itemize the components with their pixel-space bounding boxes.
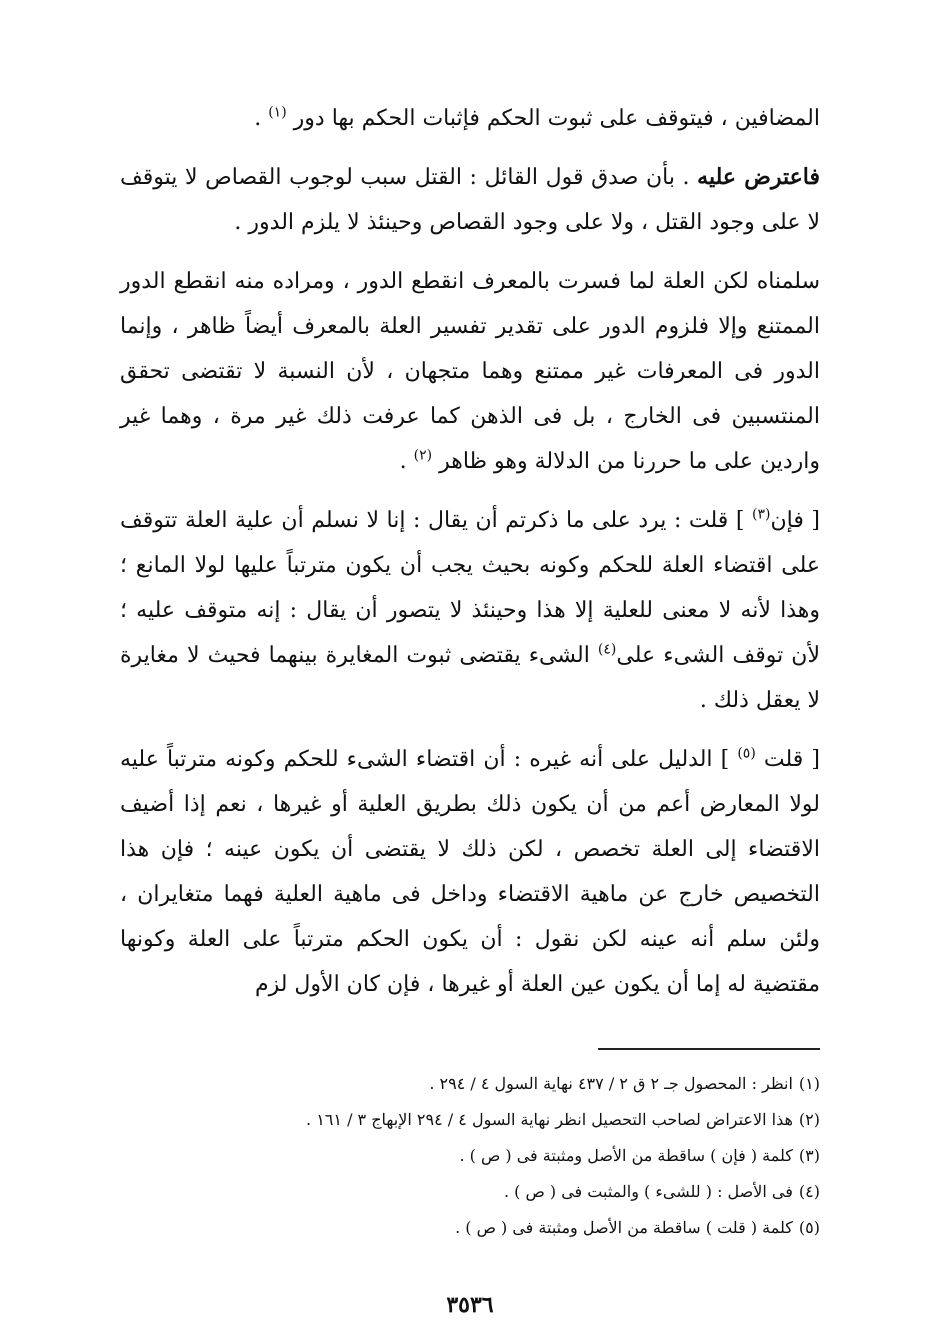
footnote-text: انظر : المحصول جـ ٢ ق ٢ / ٤٣٧ نهاية السول ٤ / ٢٩٤ . <box>429 1074 793 1093</box>
paragraph-text: . بأن صدق قول القائل : القتل سبب لوجوب القصاص لا يتوقف لا على وجود القتل ، ولا على وجود القصاص وحينئذ لا يلزم الدور . <box>120 165 820 235</box>
footnote-divider <box>598 1048 820 1050</box>
footnote-number: (٥) <box>798 1218 820 1237</box>
footnote-text: كلمة ( قلت ) ساقطة من الأصل ومثبتة فى ( ص ) . <box>455 1218 793 1237</box>
footnote-text: كلمة ( فإن ) ساقطة من الأصل ومثبتة فى ( ص ) . <box>459 1146 793 1165</box>
footnote-ref[interactable]: (٣) <box>752 506 771 523</box>
footnote-ref[interactable]: (١) <box>268 104 287 121</box>
footnote-item <box>120 1138 820 1174</box>
footnote-number: (١) <box>798 1074 820 1093</box>
paragraph-3 <box>120 259 820 484</box>
footnote-number: (٣) <box>798 1146 820 1165</box>
paragraph-text: سلمناه لكن العلة لما فسرت بالمعرف انقطع الدور ، ومراده منه انقطع الدور الممتنع وإلا فلزوم الدور على تقدير تفسير العلة بالمعرف أيضاً ظاهر ، وإنما الدور فى المعرفات غير ممتنع وهما متجهان ، لأن النسبة لا تقتضى تحقق المنتسبين فى الخارج ، بل فى الذهن كما عرفت ذلك غير مرة ، وهما غير واردين على ما حررنا من الدلالة وهو ظاهر <box>120 269 820 474</box>
footnote-item <box>120 1210 820 1246</box>
paragraph-2 <box>120 155 820 245</box>
footnote-text: فى الأصل : ( للشىء ) والمثبت فى ( ص ) . <box>503 1182 793 1201</box>
footnote-ref[interactable]: (٢) <box>413 447 433 464</box>
footnote-text: هذا الاعتراض لصاحب التحصيل انظر نهاية السول ٤ / ٢٩٤ الإبهاج ٣ / ١٦١ . <box>306 1110 793 1129</box>
paragraph-text: . <box>399 449 407 474</box>
main-text <box>120 96 820 1021</box>
paragraph-text: الشىء يقتضى ثبوت المغايرة بينهما فحيث لا مغايرة لا يعقل ذلك . <box>120 643 820 713</box>
paragraph-text: ] الدليل على أنه غيره : أن اقتضاء الشىء للحكم وكونه مترتباً عليه لولا المعارض أعم من أن يكون ذلك بطريق العلية أو غيرها ، نعم إذا أضيف الاقتضاء إلى العلة تخصص ، لكن ذلك لا يقتضى أن يكون عينه ؛ فإن هذا التخصيص خارج عن ماهية الاقتضاء وداخل فى ماهية العلية فهما متغايران ، ولئن سلم أنه عينه لكن نقول : أن يكون الحكم مترتباً على العلة وكونها مقتضية له إما أن يكون عين العلة أو غيرها ، فإن كان الأول لزم <box>120 747 820 997</box>
page-number: ٣٥٣٦ <box>446 1292 494 1318</box>
footnote-ref[interactable]: (٤) <box>597 641 617 658</box>
paragraph-text: ] قلت : يرد على ما ذكرتم أن يقال : إنا لا نسلم أن علية العلة تتوقف على اقتضاء العلة للحكم وكونه بحيث يجب أن يكون مترتباً عليها لولا المانع ؛ وهذا لأنه لا معنى للعلية إلا هذا وحينئذ لا يتصور أن يقال : إنه متوقف عليه ؛ لأن توقف الشىء على <box>120 508 820 668</box>
footnote-item <box>120 1174 820 1210</box>
footnotes-list <box>120 1066 820 1246</box>
paragraph-text: [ قلت <box>755 747 820 772</box>
paragraph-lead: فاعترض عليه <box>697 164 820 190</box>
footnote-item <box>120 1102 820 1138</box>
paragraph-5 <box>120 737 820 1007</box>
footnote-ref[interactable]: (٥) <box>737 745 756 762</box>
footnote-item <box>120 1066 820 1102</box>
footnote-number: (٤) <box>798 1182 820 1201</box>
paragraph-text: المضافين ، فيتوقف على ثبوت الحكم فإثبات الحكم بها دور <box>293 106 820 131</box>
paragraph-4 <box>120 498 820 723</box>
paragraph-text: . <box>254 106 262 131</box>
footnote-number: (٢) <box>798 1110 820 1129</box>
paragraph-text: [ فإن <box>770 508 820 533</box>
paragraph-1 <box>120 96 820 141</box>
